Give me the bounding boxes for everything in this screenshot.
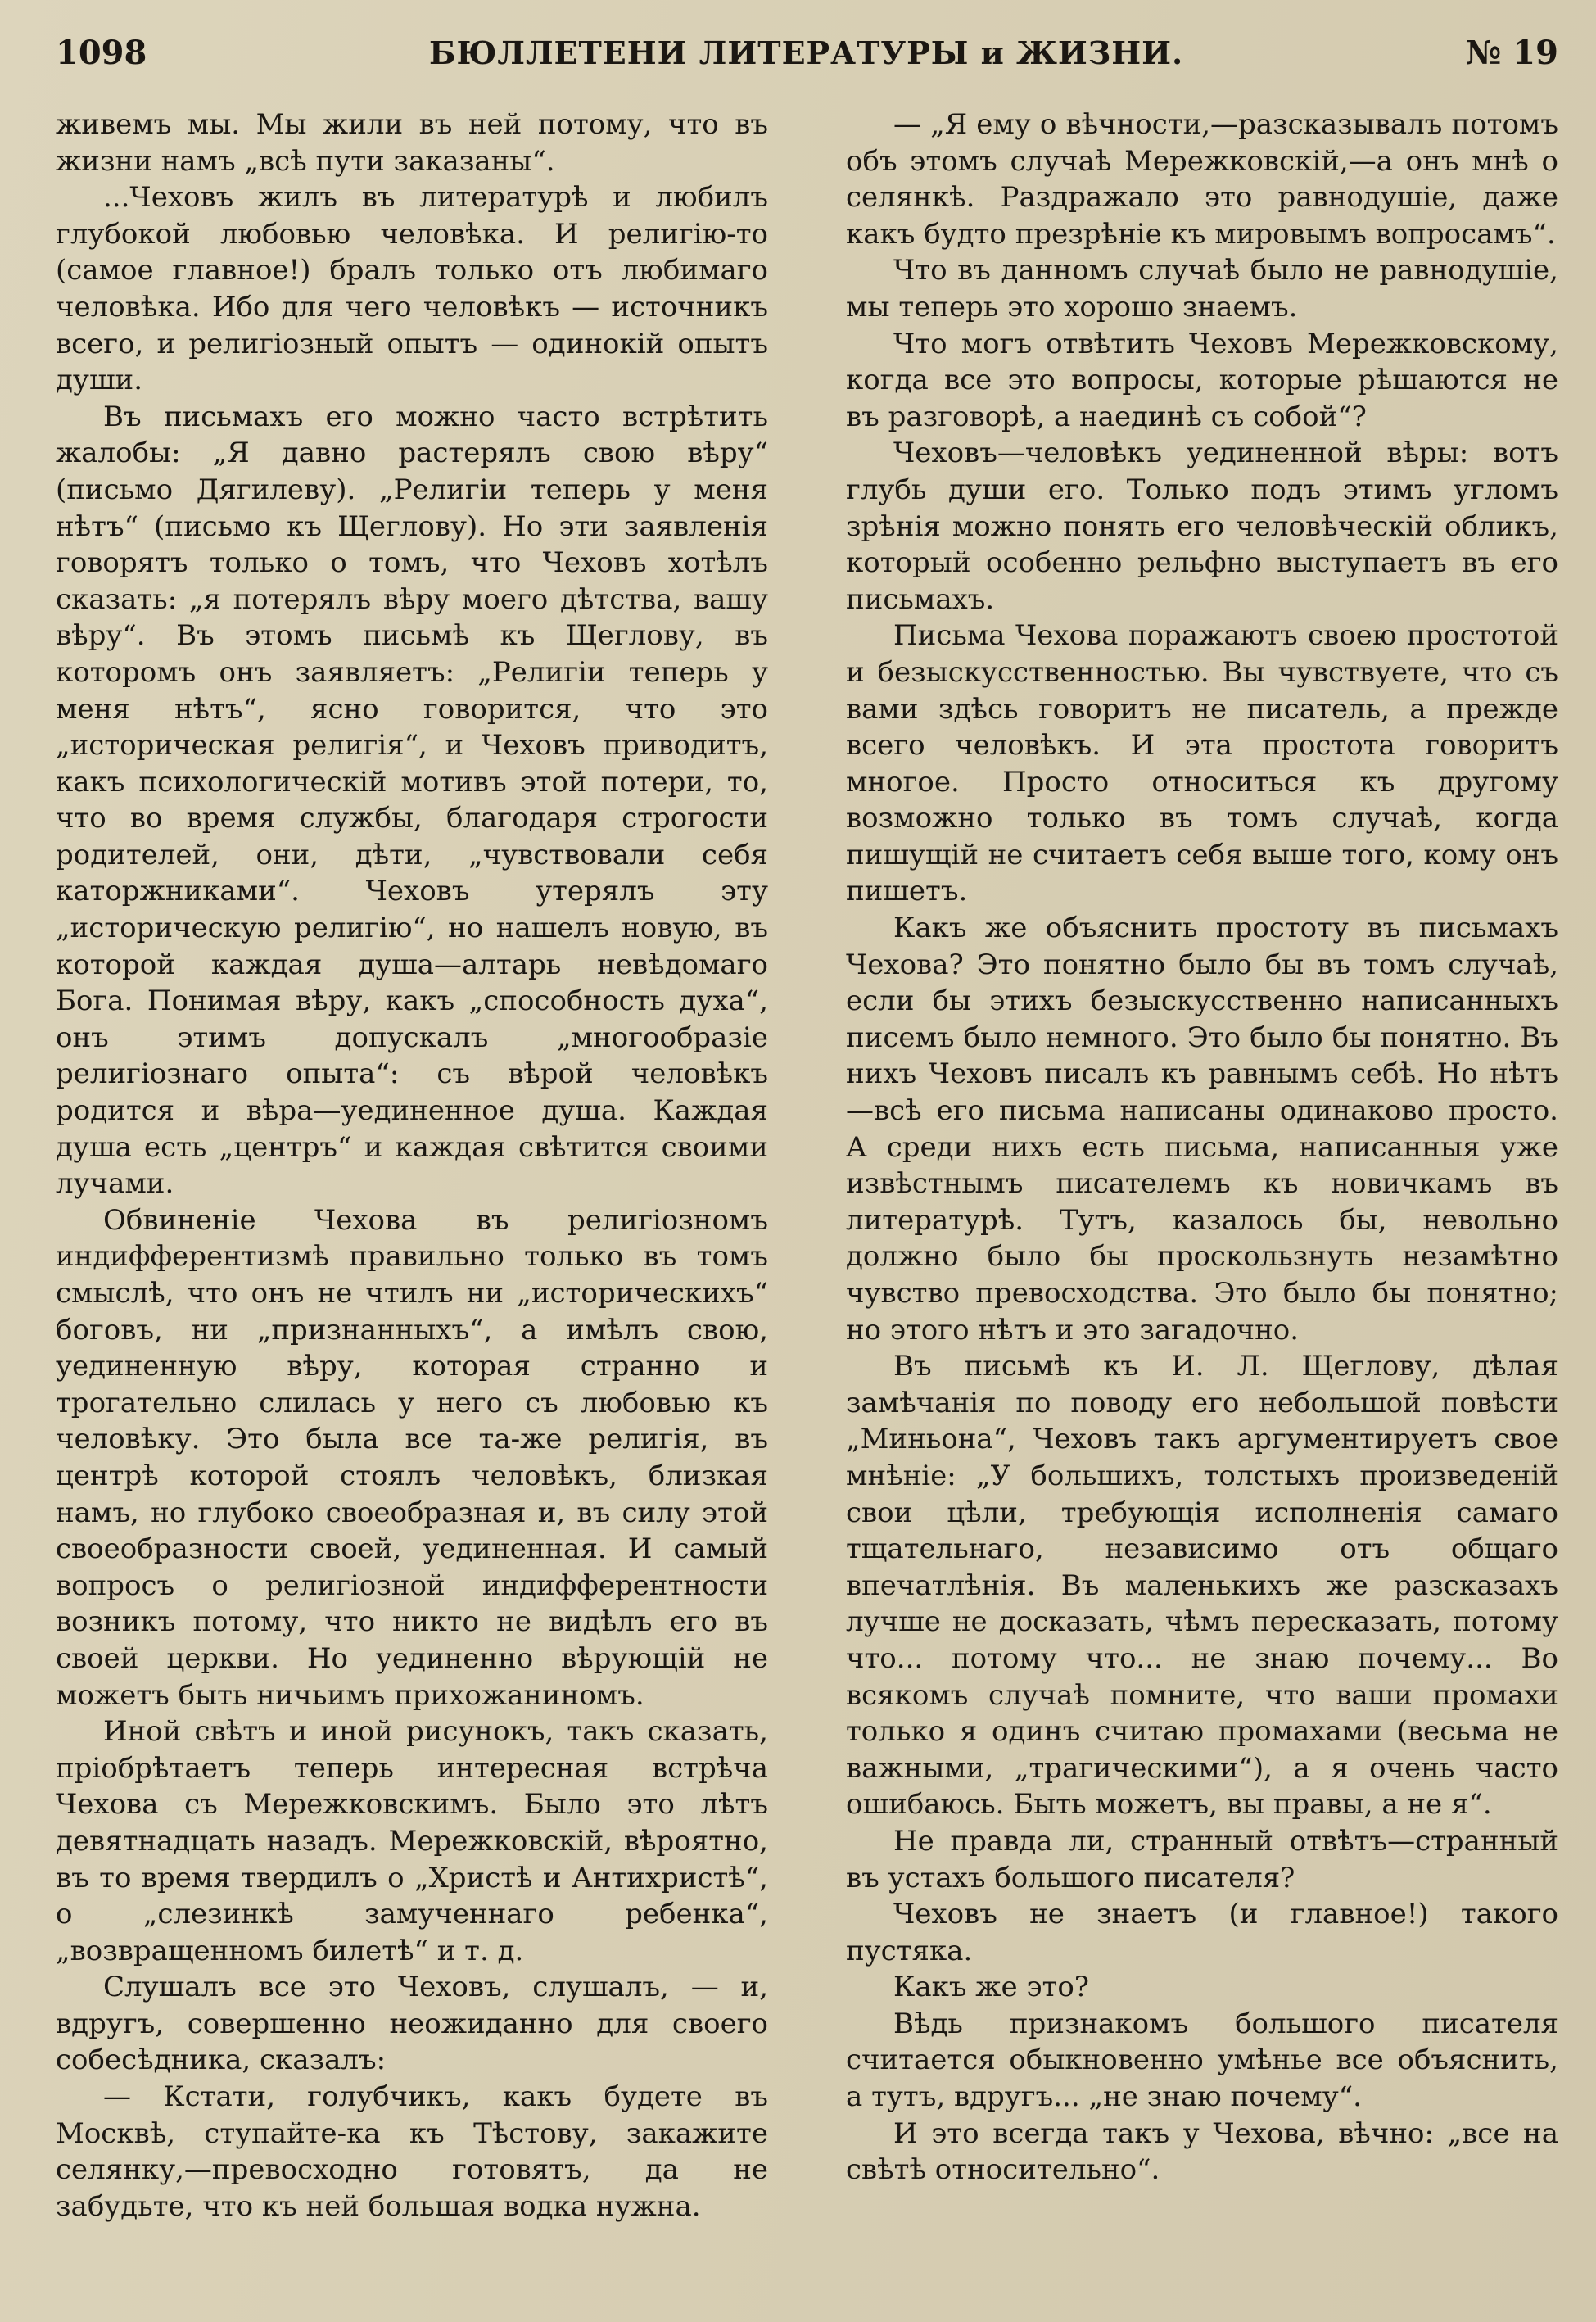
paragraph: И это всегда такъ у Чехова, вѣчно: „все на свѣтѣ относительно“.: [846, 2116, 1558, 2187]
paragraph: Въ письмахъ его можно часто встрѣтить жалобы: „Я давно растерялъ свою вѣру“ (письмо Дягилеву). „Религіи теперь у меня нѣтъ“ (письмо къ Щеглову). Но эти заявленія говорятъ только о томъ, что Чеховъ хотѣлъ сказать: „я потерялъ вѣру моего дѣтства, вашу вѣру“. Въ этомъ письмѣ къ Щеглову, въ которомъ онъ заявляетъ: „Религіи теперь у меня нѣтъ“, ясно говорится, что это „историческая религія“, и Чеховъ приводитъ, какъ психологическій мотивъ этой потери, то, что во время службы, благодаря строгости родителей, они, дѣти, „чувствовали себя каторжниками“. Чеховъ утерялъ эту „историческую религію“, но нашелъ новую, въ которой каждая душа—алтарь невѣдомаго Бога. Понимая вѣру, какъ „способность духа“, онъ этимъ допускалъ „многообразіе религіознаго опыта“: съ вѣрой человѣкъ родится и вѣра—уединенное душа. Каждая душа есть „центръ“ и каждая свѣтится своими лучами.: [56, 400, 768, 1201]
paragraph: Обвиненіе Чехова въ религіозномъ индифферентизмѣ правильно только въ томъ смыслѣ, что онъ не чтилъ ни „историческихъ“ боговъ, ни „признанныхъ“, а имѣлъ свою, уединенную вѣру, которая странно и трогательно слилась у него съ любовью къ человѣку. Это была все та-же религія, въ центрѣ которой стоялъ человѣкъ, близкая намъ, но глубоко своеобразная и, въ силу этой своеобразности своей, уединенная. И самый вопросъ о религіозной индифферентности возникъ потому, что никто не видѣлъ его въ своей церкви. Но уединенно вѣрующій не можетъ быть ничьимъ прихожаниномъ.: [56, 1203, 768, 1712]
running-header: [56, 33, 1558, 74]
right-column: [846, 106, 1558, 2225]
paragraph: — Кстати, голубчикъ, какъ будете въ Москвѣ, ступайте-ка къ Тѣстову, закажите селянку,—превосходно готовятъ, да не забудьте, что къ ней большая водка нужна.: [56, 2080, 768, 2223]
paragraph: — „Я ему о вѣчности,—разсказывалъ потомъ объ этомъ случаѣ Мережковскій,—а онъ мнѣ о селянкѣ. Раздражало это равнодушіе, даже какъ будто презрѣніе къ мировымъ вопросамъ“.: [846, 108, 1558, 251]
text-columns: [56, 106, 1558, 2225]
paragraph: живемъ мы. Мы жили въ ней потому, что въ жизни намъ „всѣ пути заказаны“.: [56, 108, 768, 178]
paragraph: Вѣдь признакомъ большого писателя считается обыкновенно умѣнье все объяснить, а тутъ, вдругъ... „не знаю почему“.: [846, 2007, 1558, 2114]
paragraph: Слушалъ все это Чеховъ, слушалъ, — и, вдругъ, совершенно неожиданно для своего собесѣдника, сказалъ:: [56, 1971, 768, 2077]
paragraph: Какъ же объяснить простоту въ письмахъ Чехова? Это понятно было бы въ томъ случаѣ, если бы этихъ безыскусственно написанныхъ писемъ было немного. Это было бы понятно. Въ нихъ Чеховъ писалъ къ равнымъ себѣ. Но нѣтъ—всѣ его письма написаны одинаково просто. А среди нихъ есть письма, написанныя уже извѣстнымъ писателемъ къ новичкамъ въ литературѣ. Тутъ, казалось бы, невольно должно было бы проскользнуть незамѣтно чувство превосходства. Это было бы понятно; но этого нѣтъ и это загадочно.: [846, 912, 1558, 1347]
paragraph: Что въ данномъ случаѣ было не равнодушіе, мы теперь это хорошо знаемъ.: [846, 254, 1558, 324]
paragraph: Что могъ отвѣтить Чеховъ Мережковскому, когда все это вопросы, которые рѣшаются не въ разговорѣ, а наединѣ съ собой“?: [846, 327, 1558, 433]
issue-number: № 19: [1465, 34, 1558, 72]
page-number: 1098: [56, 34, 147, 72]
left-column: [56, 106, 768, 2225]
paragraph: Письма Чехова поражаютъ своею простотой и безыскусственностью. Вы чувствуете, что съ вами здѣсь говоритъ не писатель, а прежде всего человѣкъ. И эта простота говоритъ многое. Просто относиться къ другому возможно только въ томъ случаѣ, когда пишущій не считаетъ себя выше того, кому онъ пишетъ.: [846, 619, 1558, 908]
paragraph: Чеховъ—человѣкъ уединенной вѣры: вотъ глубь души его. Только подъ этимъ угломъ зрѣнія можно понять его человѣческій обликъ, который особенно рельфно выступаетъ въ его письмахъ.: [846, 437, 1558, 616]
paragraph: Чеховъ не знаетъ (и главное!) такого пустяка.: [846, 1898, 1558, 1967]
paragraph: Иной свѣтъ и иной рисунокъ, такъ сказать, пріобрѣтаетъ теперь интересная встрѣча Чехова съ Мережковскимъ. Было это лѣтъ девятнадцать назадъ. Мережковскій, вѣроятно, въ то время твердилъ о „Христѣ и Антихристѣ“, о „слезинкѣ замученнаго ребенка“, „возвращенномъ билетѣ“ и т. д.: [56, 1715, 768, 1967]
paragraph: Не правда ли, странный отвѣтъ—странный въ устахъ большого писателя?: [846, 1824, 1558, 1894]
paragraph: Какъ же это?: [893, 1971, 1090, 2004]
paragraph: ...Чеховъ жилъ въ литературѣ и любилъ глубокой любовью человѣка. И религію-то (самое главное!) бралъ только отъ любимаго человѣка. Ибо для чего человѣкъ — источникъ всего, и религіозный опытъ — одинокій опытъ души.: [56, 181, 768, 397]
journal-title: БЮЛЛЕТЕНИ ЛИТЕРАТУРЫ и ЖИЗНИ.: [428, 34, 1184, 71]
paragraph: Въ письмѣ къ И. Л. Щеглову, дѣлая замѣчанія по поводу его небольшой повѣсти „Миньона“, Чеховъ такъ аргументируетъ свое мнѣніе: „У большихъ, толстыхъ произведеній свои цѣли, требующія исполненія самаго тщательнаго, независимо отъ общаго впечатлѣнія. Въ маленькихъ же разсказахъ лучше не досказать, чѣмъ пересказать, потому что... потому что... не знаю почему... Во всякомъ случаѣ помните, что ваши промахи только я одинъ считаю промахами (весьма не важными, „трагическими“), а я очень часто ошибаюсь. Быть можетъ, вы правы, а не я“.: [846, 1350, 1558, 1822]
